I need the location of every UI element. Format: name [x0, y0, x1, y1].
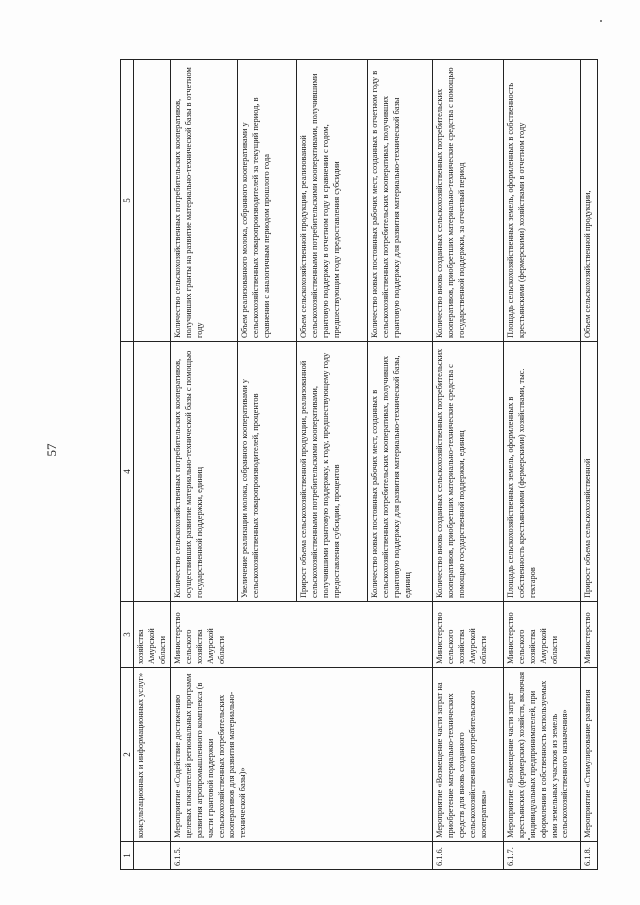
table-row: [134, 60, 171, 870]
table-row: [581, 60, 598, 870]
result: Объем реализованного молока, собранного кооперативами у сельскохозяйственных товаропроизводителей за текущий период, в сравнении с аналогичным периодом прошлого года: [238, 60, 297, 342]
measure-name: консультационных и информационных услуг»: [134, 668, 171, 842]
result: Объем сельскохозяйственной продукции,: [581, 60, 598, 342]
indicator: [134, 342, 171, 602]
indicator: Количество вновь созданных сельскохозяйственных потребительских кооперативов, приобретших материально-технические средства с помощью государственной поддержки, единиц: [433, 342, 504, 602]
header-row: [121, 60, 134, 870]
executor: Министерство сельского хозяйства Амурской области: [433, 602, 504, 668]
indicator: Увеличение реализации молока, собранного кооперативами у сельскохозяйственных товаропроизводителей, процентов: [238, 342, 297, 602]
measure-name: Мероприятие «Возмещение части затрат на приобретение материально-технических средств для вновь созданного сельскохозяйственного потребительского кооператива»: [433, 668, 504, 842]
table-row: [171, 60, 238, 870]
result: Количество вновь созданных сельскохозяйственных потребительских кооперативов, приобретших материально-технические средства с помощью государственной поддержки, за отчетный период: [433, 60, 504, 342]
indicator: Количество новых постоянных рабочих мест, созданных в сельскохозяйственных потребительских кооперативах, получивших грантовую поддержку для развития материально-технической базы, единиц: [368, 342, 433, 602]
header-cell: 3: [121, 602, 134, 668]
row-number: 6.1.8.: [581, 842, 598, 870]
row-number: 6.1.5.: [171, 842, 433, 870]
result: Объем сельскохозяйственной продукции, реализованной сельскохозяйственными потребительскими кооперативами, получившими грантовую поддержку в отчетном году в сравнении с годом, предшествующим году предоставления субсидии: [297, 60, 368, 342]
header-cell: 4: [121, 342, 134, 602]
result: [134, 60, 171, 342]
row-number: 6.1.7.: [504, 842, 581, 870]
header-cell: 2: [121, 668, 134, 842]
indicator: Прирост объема сельскохозяйственной: [581, 342, 598, 602]
page-number: 57: [44, 443, 59, 457]
scan-speck: [600, 20, 602, 22]
indicator: Площадь сельскохозяйственных земель, оформленных в собственность крестьянскими (фермерскими) хозяйствами, тыс. гектаров: [504, 342, 581, 602]
indicator: Количество сельскохозяйственных потребительских кооперативов, осуществивших развитие материально-технической базы с помощью государственной поддержки, единиц: [171, 342, 238, 602]
measure-name: Мероприятие «Возмещение части затрат крестьянских (фермерских) хозяйств, включая индивидуальных предпринимателей, при оформлении в собственность используемых ими земельных участков из земель сельскохозяйственного назначения»: [504, 668, 581, 842]
executor: Министерство сельского хозяйства Амурской области: [504, 602, 581, 668]
scan-speck: [528, 838, 530, 840]
rotated-table-container: [120, 60, 593, 870]
measure-name: Мероприятие «Содействие достижению целевых показателей региональных программ развития агропромышленного комплекса (в части грантовой поддержки сельскохозяйственных потребительских кооперативов для развития материально-технической базы)»: [171, 668, 433, 842]
header-cell: 1: [121, 842, 134, 870]
measure-name: Мероприятие «Стимулирование развития: [581, 668, 598, 842]
result: Количество сельскохозяйственных потребительских кооперативов, получивших гранты на развитие материально-технической базы в отчетном году: [171, 60, 238, 342]
row-number: [134, 842, 171, 870]
executor: хозяйства Амурской области: [134, 602, 171, 668]
indicator: Прирост объема сельскохозяйственной продукции, реализованной сельскохозяйственными потребительскими кооперативами, получившими грантовую поддержку, к году, предшествующему году предоставления субсидии, процентов: [297, 342, 368, 602]
result: Количество новых постоянных рабочих мест, созданных в отчетном году в сельскохозяйственных потребительских кооперативах, получивших грантовую поддержку для развития материально-технической базы: [368, 60, 433, 342]
row-number: 6.1.6.: [433, 842, 504, 870]
executor: Министерство: [581, 602, 598, 668]
table-row: [504, 60, 581, 870]
result: Площадь сельскохозяйственных земель, оформленных в собственность крестьянскими (фермерскими) хозяйствами в отчетном году: [504, 60, 581, 342]
program-table: [120, 59, 598, 870]
table-row: [433, 60, 504, 870]
executor: Министерство сельского хозяйства Амурской области: [171, 602, 433, 668]
header-cell: 5: [121, 60, 134, 342]
